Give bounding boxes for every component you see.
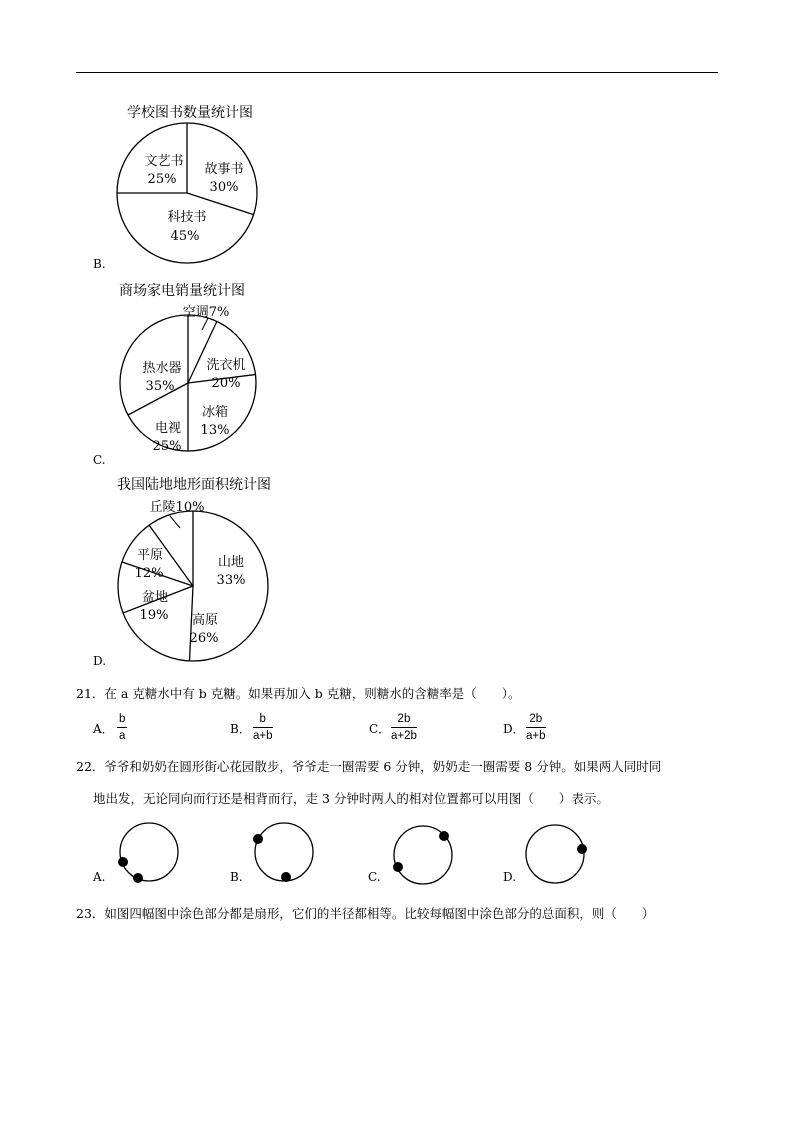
question-22-line-2: 地出发，无论同向而行还是相背而行，走 3 分钟时两人的相对位置都可以用图（ ）表示。 xyxy=(93,791,609,806)
walker-dot xyxy=(253,834,263,844)
pie-d-label-percent: 26% xyxy=(189,631,219,646)
pie-c-label-name: 冰箱 xyxy=(201,405,229,420)
q21-option-c-label: C． xyxy=(369,722,391,736)
pie-c-label-name: 电视 xyxy=(154,421,182,436)
pie-d-label-percent: 33% xyxy=(216,573,246,588)
pie-c-label-percent: 13% xyxy=(200,423,230,438)
walk-circle xyxy=(526,825,584,883)
pie-b-label-percent: 25% xyxy=(147,172,177,187)
pie-d-label-name: 平原 xyxy=(136,548,164,563)
pie-b-label-percent: 30% xyxy=(209,180,239,195)
pie-c-label-callout: 空调7% xyxy=(182,305,230,320)
pie-d-leader-line xyxy=(170,516,180,528)
q22-option-b-label: B. xyxy=(230,870,243,884)
q22-option-c-figure xyxy=(386,820,466,886)
q22-option-b-figure xyxy=(245,820,325,886)
pie-d-label-name: 山地 xyxy=(217,555,245,570)
pie-chart-d xyxy=(112,494,272,669)
fraction-numerator: b xyxy=(117,712,127,728)
fraction-numerator: 2b xyxy=(391,712,417,728)
pie-c-label-percent: 35% xyxy=(145,379,175,394)
q21-option-d-fraction xyxy=(526,712,546,743)
fraction-numerator: b xyxy=(253,712,273,728)
pie-b-label-name: 科技书 xyxy=(167,210,207,225)
option-label-d: D. xyxy=(93,654,107,668)
walker-dot xyxy=(577,844,587,854)
pie-c-label-name: 热水器 xyxy=(142,361,182,376)
option-label-b: B. xyxy=(93,257,106,271)
q22-option-d-figure xyxy=(520,820,600,886)
q21-option-a-label: A． xyxy=(93,722,114,736)
option-label-c: C. xyxy=(93,453,106,467)
pie-b-label-name: 故事书 xyxy=(204,162,244,177)
walker-dot xyxy=(281,872,291,882)
q21-option-d-label: D． xyxy=(503,722,525,736)
walker-dot xyxy=(393,862,403,872)
pie-chart-b xyxy=(112,122,268,272)
pie-b-label-percent: 45% xyxy=(170,229,200,244)
pie-chart-c xyxy=(112,300,262,468)
fraction-denominator: a xyxy=(119,730,126,742)
pie-d-label-name: 高原 xyxy=(191,613,219,628)
walker-dot xyxy=(118,857,128,867)
fraction-denominator: a+b xyxy=(253,730,273,742)
pie-b-label-name: 文艺书 xyxy=(144,154,184,169)
q22-option-a-figure xyxy=(110,820,190,886)
fraction-denominator: a+2b xyxy=(391,730,417,742)
pie-d-label-percent: 12% xyxy=(134,566,164,581)
chart-d-title: 我国陆地地形面积统计图 xyxy=(117,477,271,493)
walk-circle xyxy=(120,823,178,881)
q22-option-a-label: A. xyxy=(93,870,106,884)
question-21-text: 21．在 a 克糖水中有 b 克糖。如果再加入 b 克糖，则糖水的含糖率是（ ）。 xyxy=(76,686,521,701)
question-23-text: 23．如图四幅图中涂色部分都是扇形，它们的半径都相等。比较每幅图中涂色部分的总面积，则（ ） xyxy=(76,906,655,921)
chart-b-title: 学校图书数量统计图 xyxy=(127,105,253,121)
walker-dot xyxy=(133,873,143,883)
pie-c-label-percent: 20% xyxy=(211,376,241,391)
fraction-denominator: a+b xyxy=(526,730,546,742)
q21-option-a-fraction xyxy=(117,712,127,743)
pie-d-label-callout: 丘陵10% xyxy=(149,500,205,515)
pie-d-label-percent: 19% xyxy=(139,608,169,623)
fraction-numerator: 2b xyxy=(526,712,546,728)
pie-c-label-name: 洗衣机 xyxy=(206,358,246,373)
q21-option-b-label: B． xyxy=(230,722,251,736)
pie-c-divider-2 xyxy=(188,321,217,383)
chart-c-title: 商场家电销量统计图 xyxy=(119,283,245,299)
header-rule xyxy=(76,72,718,73)
walker-dot xyxy=(439,831,449,841)
q22-option-d-label: D. xyxy=(503,870,517,884)
q21-option-b-fraction xyxy=(253,712,273,743)
pie-d-label-name: 盆地 xyxy=(141,590,169,605)
pie-c-label-percent: 25% xyxy=(152,439,182,454)
q21-option-c-fraction xyxy=(391,712,417,743)
question-22-line-1: 22．爷爷和奶奶在圆形街心花园散步，爷爷走一圈需要 6 分钟，奶奶走一圈需要 8 分钟。如果两人同时同 xyxy=(76,759,662,774)
q22-option-c-label: C. xyxy=(368,870,381,884)
walk-circle xyxy=(255,823,313,881)
